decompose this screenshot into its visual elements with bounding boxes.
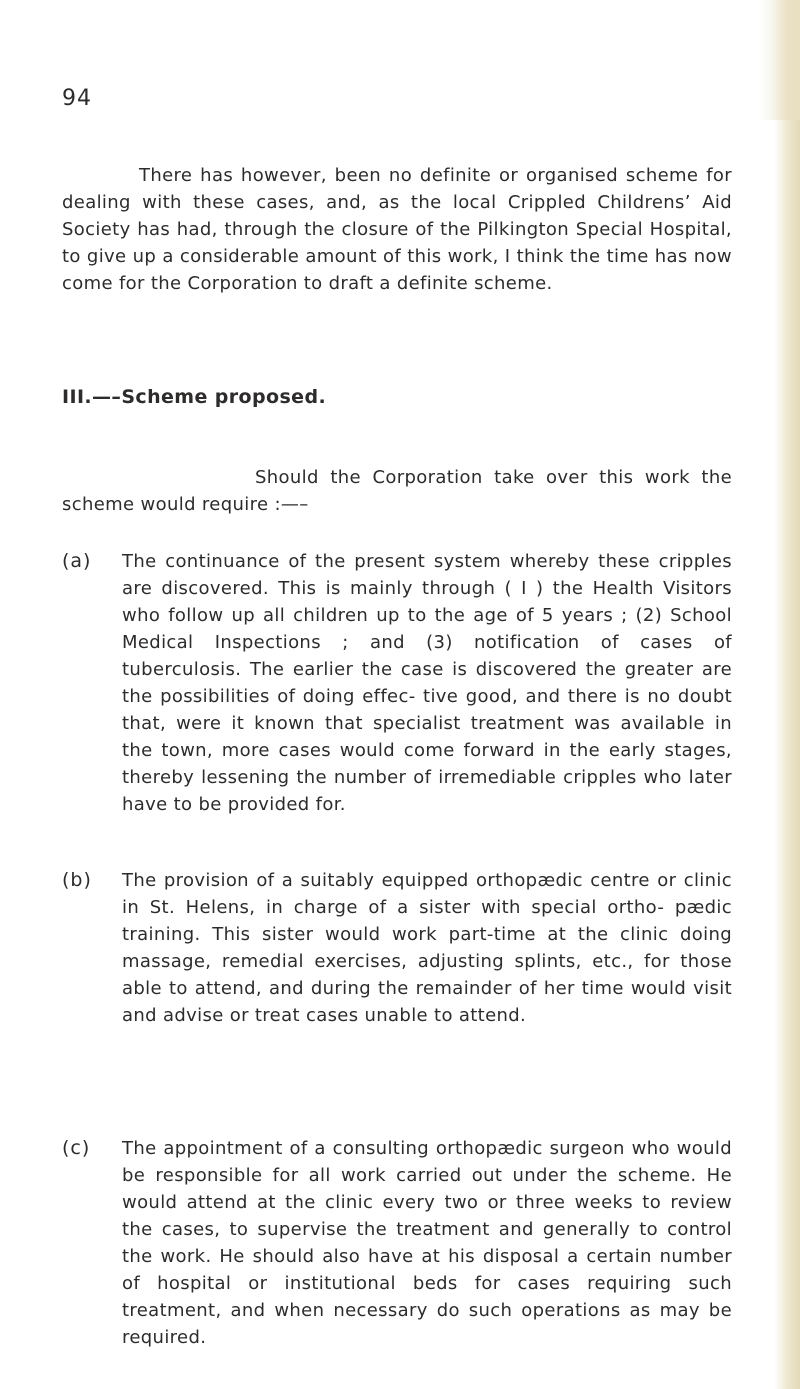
intro-paragraph: There has however, been no definite or organised scheme for dealing with these cases, and, as the local Crippled Childrens’ Aid Society has had, through the closure of the Pilkington Special Hospital, to give up a considerable amount of this work, I think the time has now come for the Corporation to draft a definite scheme. (62, 165, 732, 294)
list-item-text: The appointment of a consulting orthopædic surgeon who would be responsible for all work carried out under the scheme. He would attend at the clinic every two or three weeks to review the cases, to supervise the treatment and generally to control the work. He should also have at his disposal a certain number of hospital or institutional beds for cases requiring such treatment, and when necessary do such operations as may be required. (122, 1138, 732, 1348)
lead-paragraph: Should the Corporation take over this work the scheme would require :—– (62, 467, 732, 515)
page-number: 94 (62, 86, 92, 111)
page-edge-shading (774, 0, 800, 1389)
list-item-text: The continuance of the present system whereby these cripples are discovered. This is mainly through ( I ) the Health Visitors who follow up all children up to the age of 5 years ; (2) School Medical Inspections ; and (3) notification of cases of tuberculosis. The earlier the case is discovered the greater are the possibilities of doing effec- tive good, and there is no doubt that, were it known that specialist treatment was available in the town, more cases would come forward in the early stages, thereby lessening the number of irremediable cripples who later have to be provided for. (122, 551, 732, 815)
list-item-label: (b) (62, 869, 92, 891)
list-item-label: (c) (62, 1137, 91, 1159)
list-item (62, 548, 732, 818)
section-heading: III.—–Scheme proposed. (62, 386, 327, 408)
list-item (62, 867, 732, 1029)
list-item-label: (a) (62, 550, 92, 572)
list-item-text: The provision of a suitably equipped orthopædic centre or clinic in St. Helens, in charge of a sister with special ortho- pædic training. This sister would work part-time at the clinic doing massage, remedial exercises, adjusting splints, etc., for those able to attend, and during the remainder of her time would visit and advise or treat cases unable to attend. (122, 870, 732, 1026)
page-corner-shading (760, 0, 800, 120)
list-item (62, 1135, 732, 1351)
